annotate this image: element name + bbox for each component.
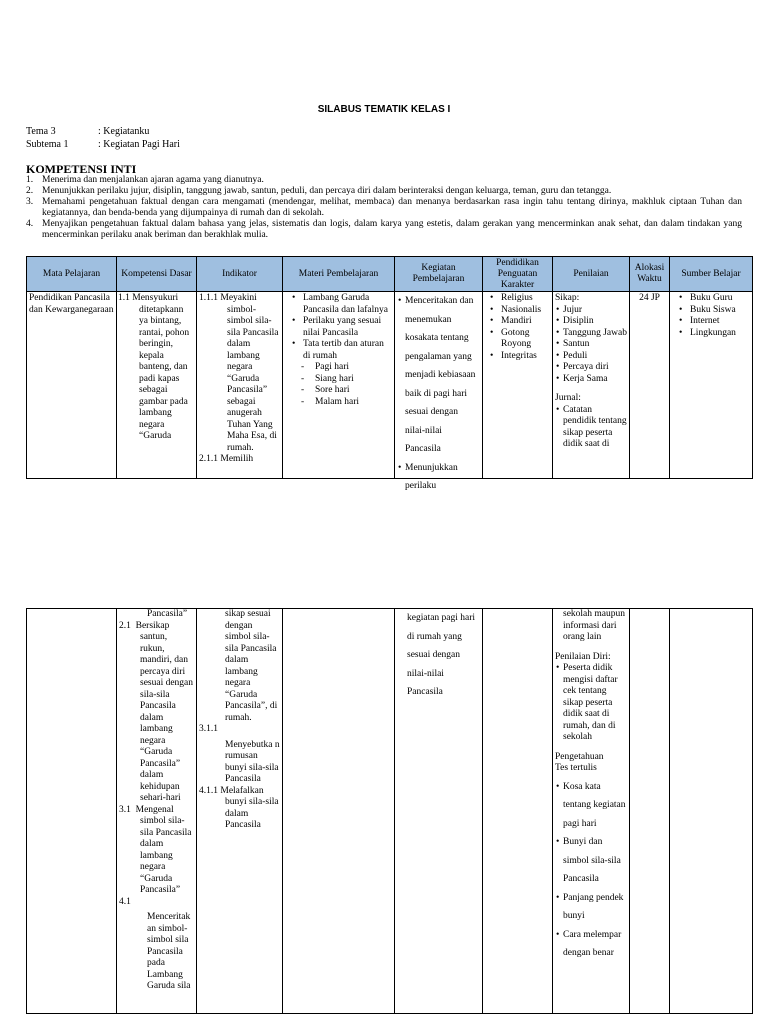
cell-sumber	[670, 292, 753, 479]
ki-text: Memahami pengetahuan faktual dengan cara mengamati (mendengar, melihat, membaca) dan menanya berdasarkan rasa ingin tahu tentang dirinya, makhluk ciptaan Tuhan dan kegiatannya, dan benda-benda yang dijumpainya di rumah dan di sekolah.	[42, 197, 742, 218]
materi-bullets	[285, 293, 392, 362]
cell-alokasi	[630, 292, 670, 479]
karakter-item: • Gotong Royong	[487, 328, 550, 351]
sumber-list	[670, 292, 752, 478]
materi-item: • Tata tertib dan aturan di rumah	[289, 339, 392, 362]
indikator-item	[199, 786, 280, 832]
cell-karakter	[483, 292, 553, 479]
ki-item	[26, 186, 742, 197]
kd-item	[119, 621, 194, 805]
cell-materi	[283, 609, 395, 1014]
cell-alokasi	[630, 609, 670, 1014]
kd-num: 4.1	[119, 896, 131, 907]
ind-text: Memilih	[220, 454, 254, 464]
sumber-bullets	[672, 293, 750, 339]
materi-sub-item: - Pagi hari	[285, 362, 392, 374]
kegiatan-cont: kegiatan pagi hari di rumah yang sesuai dengan nilai-nilai Pancasila	[407, 613, 476, 697]
alokasi-text: 24 JP	[639, 293, 660, 303]
sikap-bullets	[555, 305, 627, 386]
sikap-item: • Peduli	[555, 351, 627, 363]
kd-num: 3.1	[119, 804, 131, 815]
materi-sub-item: - Malam hari	[285, 397, 392, 409]
header-penilaian: Penilaian	[553, 257, 630, 292]
cell-mapel	[27, 609, 117, 1014]
header-materi: Materi Pembelajaran	[283, 257, 395, 292]
tes-item: • Panjang pendek bunyi	[555, 889, 627, 926]
meta-value: : Kegiatanku	[98, 126, 150, 137]
kd-text: Bersikap santun, rukun, mandiri, dan percaya diri sesuai dengan sila-sila Pancasila dalam lambang negara “Garuda Pancasila” dalam kehidupan sehari-hari	[135, 620, 194, 803]
tes-item: • Bunyi dan simbol sila-sila Pancasila	[555, 833, 627, 889]
jurnal-label: Jurnal:	[555, 393, 581, 403]
meta-key: Tema 3	[26, 126, 56, 137]
karakter-item: • Nasionalis	[487, 305, 550, 317]
sikap-item: • Kerja Sama	[555, 374, 627, 386]
karakter-item: • Mandiri	[487, 316, 550, 328]
ki-num: 3.	[26, 197, 34, 207]
ki-text: Menunjukkan perilaku jujur, disiplin, tanggung jawab, santun, peduli, dan percaya diri dalam berinteraksi dengan keluarga, teman, guru dan tetangga.	[42, 186, 612, 196]
tes-bullets	[555, 778, 627, 963]
sikap-item: • Jujur	[555, 305, 627, 317]
kd-item	[117, 292, 196, 477]
tes-item: • Kosa kata tentang kegiatan pagi hari	[555, 778, 627, 834]
ki-text: Menyajikan pengetahuan faktual dalam bahasa yang jelas, sistematis dan logis, dalam karya yang estetis, dalam gerakan yang mencerminkan anak sehat, dan dalam tindakan yang mencerminkan perilaku anak beriman dan berakhlak mulia.	[42, 219, 742, 240]
pen-diri-label: Penilaian Diri:	[555, 651, 611, 662]
sikap-item: • Tanggung Jawab	[555, 328, 627, 340]
tes-item: • Cara melempar dengan benar	[555, 926, 627, 963]
penilaian-cont: sekolah maupun informasi dari orang lain	[563, 609, 626, 642]
materi-sub	[285, 362, 392, 408]
sumber-item: • Buku Siswa	[676, 305, 750, 317]
cell-sumber	[670, 609, 753, 1014]
kegiatan-list	[395, 292, 482, 491]
cell-materi	[283, 292, 395, 479]
materi-item: • Perilaku yang sesuai nilai Pancasila	[289, 316, 392, 339]
karakter-list	[483, 292, 552, 478]
cell-kegiatan	[395, 292, 483, 491]
ind-num: 3.1.1	[199, 724, 218, 734]
kd-list	[117, 609, 196, 1013]
table-header-row	[27, 257, 753, 292]
sikap-item: • Santun	[555, 339, 627, 351]
tes-label: Tes tertulis	[555, 763, 597, 773]
sumber-item: • Lingkungan	[676, 328, 750, 340]
indikator-list	[197, 292, 282, 478]
indikator-list	[197, 609, 282, 1013]
header-mata-pelajaran: Mata Pelajaran	[27, 257, 117, 292]
pen-diri-item: • Peserta didik mengisi daftar cek tentang sikap peserta didik saat di rumah, dan di sekolah	[555, 663, 627, 744]
materi-sub-item: - Sore hari	[285, 385, 392, 397]
ind-num: 2.1.1	[199, 454, 218, 464]
kegiatan-bullets	[397, 292, 480, 496]
kd-text: Mensyukuri ditetapkann ya bintang, rantai, pohon beringin, kepala banteng, dan padi kapas sebagai gambar pada lambang negara “Garuda	[132, 293, 190, 441]
ind-text: Menyebutka n rumusan bunyi sila-sila Pancasila	[225, 739, 280, 784]
header-karakter: Pendidikan Penguatan Karakter	[483, 257, 553, 292]
sikap-label: Sikap:	[555, 293, 580, 303]
kegiatan-item: • Menceritakan dan menemukan kosakata tentang pengalaman yang menjadi kebiasaan baik di pagi hari sesuai dengan nilai-nilai Pancasila	[397, 292, 480, 459]
ki-num: 4.	[26, 219, 34, 229]
kd-text: Menceritak an simbol-simbol sila Pancasila pada Lambang Garuda sila	[147, 912, 191, 991]
sumber-item: • Buku Guru	[676, 293, 750, 305]
kd-text: Mengenal simbol sila-sila Pancasila dalam lambang negara “Garuda Pancasila”	[135, 804, 192, 895]
sikap-item: • Percaya diri	[555, 362, 627, 374]
cell-mapel	[27, 292, 117, 479]
meta-tema	[26, 126, 149, 137]
kd-item	[119, 897, 194, 993]
header-kegiatan: Kegiatan Pembelajaran	[395, 257, 483, 292]
cell-kegiatan	[395, 609, 483, 1014]
kegiatan-item: • Menunjukkan perilaku	[397, 459, 480, 496]
kd-cont: Pancasila”	[147, 609, 188, 619]
pen-diri-bullets	[555, 663, 627, 744]
meta-key: Subtema 1	[26, 139, 69, 150]
meta-value: : Kegiatan Pagi Hari	[98, 139, 180, 150]
syllabus-table-1	[26, 256, 753, 491]
mapel-text: Pendidikan Pancasila dan Kewarganegaraan	[29, 293, 114, 315]
meta-subtema	[26, 139, 180, 150]
ind-num: 4.1.1	[199, 785, 218, 796]
ki-list	[26, 175, 742, 241]
materi-item: • Lambang Garuda Pancasila dan lafalnya	[289, 293, 392, 316]
karakter-bullets	[485, 293, 550, 362]
table-row	[27, 292, 753, 479]
materi-list	[283, 292, 394, 478]
header-sumber: Sumber Belajar	[670, 257, 753, 292]
ki-item	[26, 197, 742, 219]
kd-item	[119, 805, 194, 897]
page-title: SILABUS TEMATIK KELAS I	[317, 104, 451, 115]
ki-num: 2.	[26, 186, 34, 196]
karakter-item: • Integritas	[487, 351, 550, 363]
ki-text: Menerima dan menjalankan ajaran agama yang dianutnya.	[42, 175, 264, 185]
cell-penilaian	[553, 292, 630, 479]
jurnal-bullets	[555, 405, 627, 451]
indikator-item	[199, 724, 280, 786]
cell-indikator	[197, 292, 283, 479]
header-alokasi: Alokasi Waktu	[630, 257, 670, 292]
cell-kd	[117, 609, 197, 1014]
karakter-item: • Religius	[487, 293, 550, 305]
header-indikator: Indikator	[197, 257, 283, 292]
pengetahuan-label: Pengetahuan	[555, 751, 604, 762]
kd-num: 2.1	[119, 620, 131, 631]
cell-kd	[117, 292, 197, 479]
cell-karakter	[483, 609, 553, 1014]
ind-text: Melafalkan bunyi sila-sila dalam Pancasila	[220, 785, 279, 830]
header-kompetensi-dasar: Kompetensi Dasar	[117, 257, 197, 292]
materi-sub-item: - Siang hari	[285, 374, 392, 386]
cell-penilaian	[553, 609, 630, 1014]
ki-item	[26, 219, 742, 241]
ki-item	[26, 175, 742, 186]
jurnal-item: • Catatan pendidik tentang sikap peserta didik saat di	[555, 405, 627, 451]
indikator-item	[199, 293, 280, 454]
penilaian-list	[553, 292, 629, 478]
penilaian-list	[553, 609, 629, 1013]
sikap-item: • Disiplin	[555, 316, 627, 328]
table-row	[27, 609, 753, 1014]
kd-num: 1.1	[118, 293, 130, 303]
ind-cont: sikap sesuai dengan simbol sila-sila Pancasila dalam lambang negara “Garuda Pancasila”, di rumah.	[225, 609, 278, 723]
indikator-item	[199, 454, 280, 466]
cell-indikator	[197, 609, 283, 1014]
sumber-item: • Internet	[676, 316, 750, 328]
ind-text: Meyakini simbol-simbol sila-sila Pancasila dalam lambang negara “Garuda Pancasila” sebagai anugerah Tuhan Yang Maha Esa, di rumah.	[220, 293, 279, 453]
ki-heading: KOMPETENSI INTI	[26, 162, 137, 176]
syllabus-table-2	[26, 608, 753, 1014]
ki-num: 1.	[26, 175, 34, 185]
ind-num: 1.1.1	[199, 293, 218, 303]
